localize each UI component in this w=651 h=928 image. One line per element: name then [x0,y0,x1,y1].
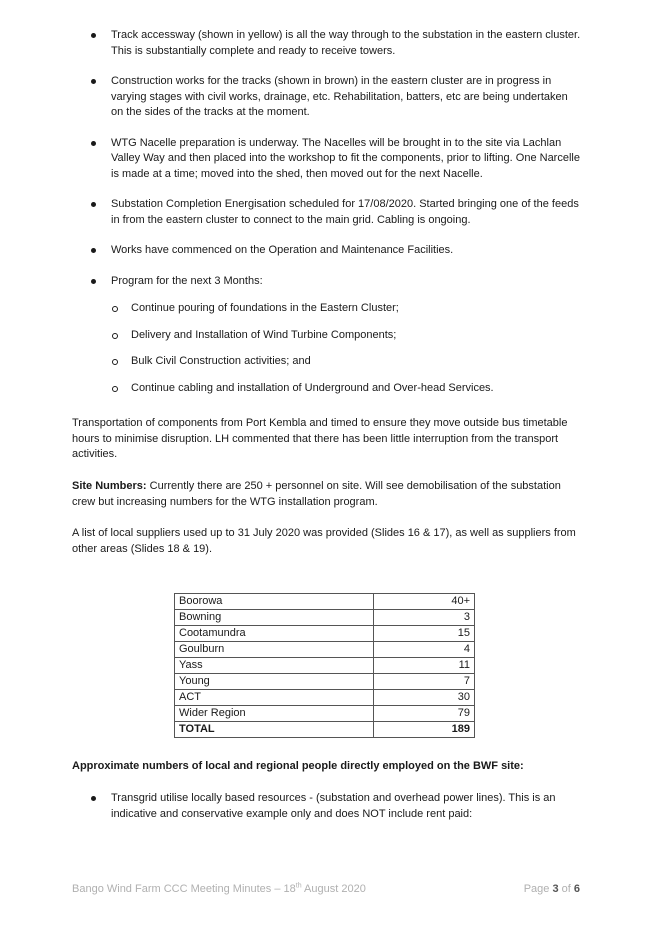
bullet-dot-icon [91,33,96,38]
local-suppliers-table [174,593,475,738]
sub-bullet-item: Continue cabling and installation of Underground and Over-head Services. [72,381,582,397]
bullet-item: Works have commenced on the Operation and Maintenance Facilities. [72,243,582,259]
bullet-item: Transgrid utilise locally based resources - (substation and overhead power lines). This is an indicative and conservative example only and does NOT include rent paid: [72,791,582,822]
bullet-dot-icon [91,79,96,84]
table-row: Wider Region 79 [175,706,475,722]
table-row: Yass 11 [175,658,475,674]
program-sub-list [72,301,582,396]
bullet-item: Substation Completion Energisation scheduled for 17/08/2020. Started bringing one of the feeds in from the eastern cluster to connect to the main grid. Cabling is ongoing. [72,197,582,228]
site-numbers-paragraph [72,479,577,510]
sub-bullet-item: Delivery and Installation of Wind Turbine Components; [72,328,582,344]
bullet-item: WTG Nacelle preparation is underway. The Nacelles will be brought in to the site via Lachlan Valley Way and then placed into the workshop to fit the components, prior to lifting. One Narcelle is made at a time; moved into the shed, then moved out for the next Nacelle. [72,136,582,183]
hollow-bullet-icon [112,386,118,392]
hollow-bullet-icon [112,333,118,339]
page-number: Page 3 of 6 [523,883,580,895]
table-total-row: TOTAL 189 [175,722,475,738]
bullet-dot-icon [91,141,96,146]
table-row: Young 7 [175,674,475,690]
transport-paragraph: Transportation of components from Port Kembla and timed to ensure they move outside bus timetable hours to minimise disruption. LH commented that there has been little interruption from the transport activities. [72,417,568,460]
employment-heading: Approximate numbers of local and regional people directly employed on the BWF site: [72,760,524,772]
hollow-bullet-icon [112,359,118,365]
table-row: Bowning 3 [175,610,475,626]
bullet-item: Program for the next 3 Months: Continue pouring of foundations in the Eastern Cluster; Delivery and Installation of Wind Turbine Components; Bulk Civil Construction activities; and Continue cabling and installation of Underground and Over-head Services. [72,274,582,397]
bullet-dot-icon [91,248,96,253]
suppliers-paragraph: A list of local suppliers used up to 31 July 2020 was provided (Slides 16 & 17), as well as suppliers from other areas (Slides 18 & 19). [72,527,576,555]
site-numbers-text: Currently there are 250 + personnel on site. Will see demobilisation of the substation crew but increasing numbers for the WTG installation program. [72,480,561,508]
table-row: Cootamundra 15 [175,626,475,642]
hollow-bullet-icon [112,306,118,312]
table-row: ACT 30 [175,690,475,706]
bullet-dot-icon [91,202,96,207]
bullet-item: Construction works for the tracks (shown in brown) in the eastern cluster are in progress in varying stages with civil works, drainage, etc. Rehabilitation, batters, etc are being undertaken on the sides of the tracks at the moment. [72,74,582,121]
table-row: Goulburn 4 [175,642,475,658]
footer-title: Bango Wind Farm CCC Meeting Minutes – 18th August 2020 [72,882,366,895]
table-row: Boorowa 40+ [175,594,475,610]
progress-bullet-list [72,28,582,408]
bullet-dot-icon [91,796,96,801]
site-numbers-label: Site Numbers: [72,480,147,492]
sub-bullet-item: Continue pouring of foundations in the Eastern Cluster; [72,301,582,317]
bullet-dot-icon [91,279,96,284]
employment-bullet-list [72,791,582,837]
bullet-item: Track accessway (shown in yellow) is all the way through to the substation in the eastern cluster. This is substantially complete and ready to receive towers. [72,28,582,59]
sub-bullet-item: Bulk Civil Construction activities; and [72,354,582,370]
